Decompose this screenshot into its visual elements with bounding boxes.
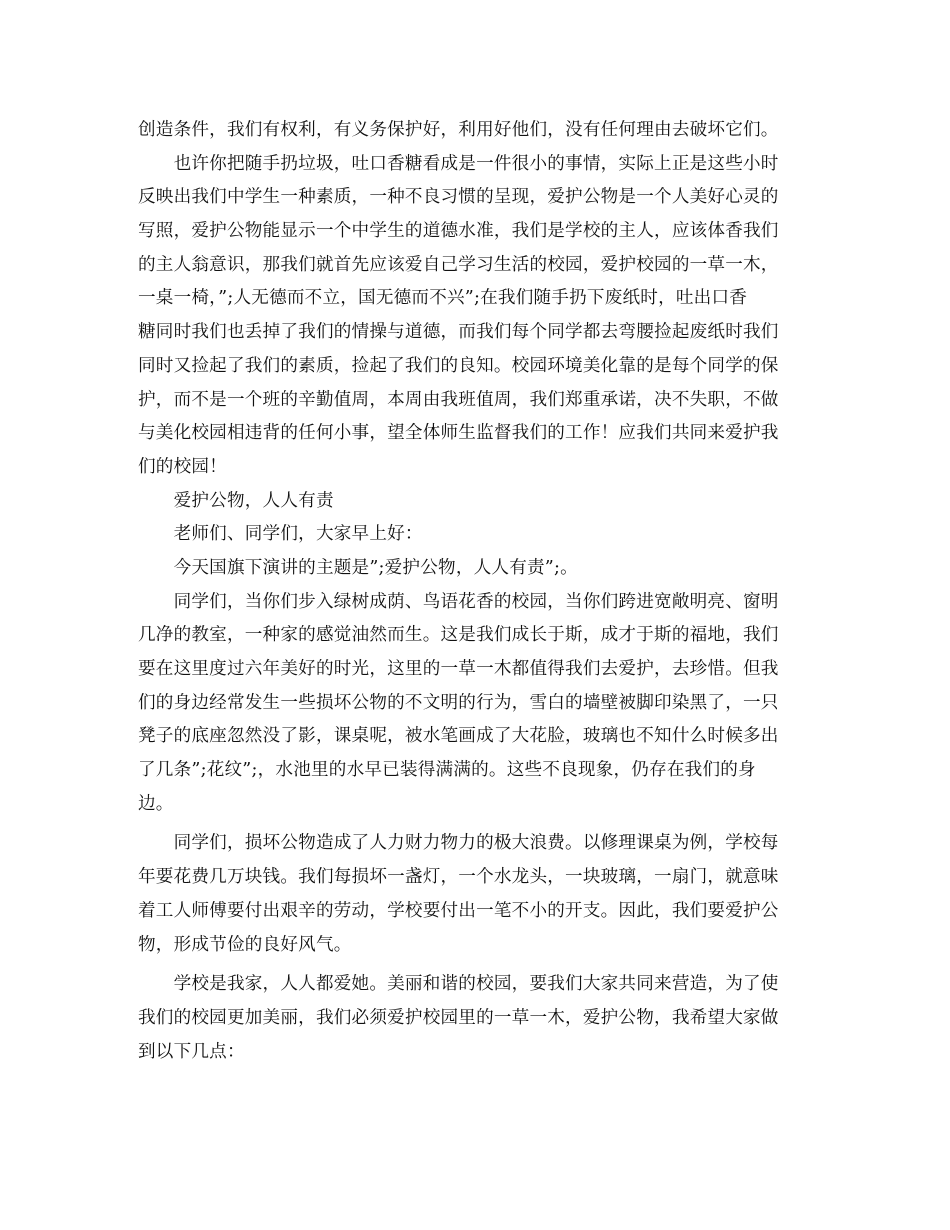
text-line: 物，形成节俭的良好风气。 <box>138 934 352 955</box>
text-line: 到以下几点： <box>138 1041 245 1062</box>
text-line: 也许你把随手扔垃圾，吐口香糖看成是一件很小的事情，实际上正是这些小时 <box>138 153 779 174</box>
text-line: 年要花费几万块钱。我们每损坏一盏灯，一个水龙头，一块玻璃，一扇门，就意味 <box>138 867 779 888</box>
document-body <box>138 114 814 1069</box>
salutation: 老师们、同学们，大家早上好： <box>138 524 423 545</box>
text-line: 同学们，当你们步入绿树成荫、鸟语花香的校园，当你们跨进宽敞明亮、窗明 <box>138 591 779 612</box>
text-line: 糖同时我们也丢掉了我们的情操与道德，而我们每个同学都去弯腰捡起废纸时我们 <box>138 322 779 343</box>
text-line: 我们的校园更加美丽，我们必须爱护校园里的一草一木，爱护公物，我希望大家做 <box>138 1007 779 1028</box>
text-line: 同学们，损坏公物造成了人力财力物力的极大浪费。以修理课桌为例，学校每 <box>138 833 779 854</box>
text-line: 着工人师傅要付出艰辛的劳动，学校要付出一笔不小的开支。因此，我们要爱护公 <box>138 900 779 921</box>
text-line: 同时又捡起了我们的素质，捡起了我们的良知。校园环境美化靠的是每个同学的保 <box>138 355 779 376</box>
text-line: 写照，爱护公物能显示一个中学生的道德水准，我们是学校的主人，应该体香我们 <box>138 221 779 242</box>
text-line: 与美化校园相违背的任何小事，望全体师生监督我们的工作！应我们共同来爱护我 <box>138 423 779 444</box>
text-line: 护，而不是一个班的辛勤值周，本周由我班值周，我们郑重承诺，决不失职，不做 <box>138 389 779 410</box>
text-line: 创造条件，我们有权利，有义务保护好，利用好他们，没有任何理由去破坏它们。 <box>138 120 779 140</box>
text-line: 学校是我家，人人都爱她。美丽和谐的校园，要我们大家共同来营造，为了使 <box>138 974 779 995</box>
text-line: 反映出我们中学生一种素质，一种不良习惯的呈现，爱护公物是一个人美好心灵的 <box>138 187 779 208</box>
text-line: 凳子的底座忽然没了影，课桌呢，被水笔画成了大花脸，玻璃也不知什么时候多出 <box>138 726 779 747</box>
text-line: 今天国旗下演讲的主题是”;爱护公物，人人有责”;。 <box>138 557 578 578</box>
section-heading: 爱护公物，人人有责 <box>138 490 334 511</box>
text-line: 了几条”;花纹”;，水池里的水早已装得满满的。这些不良现象，仍存在我们的身 <box>138 760 756 781</box>
text-line: 要在这里度过六年美好的时光，这里的一草一木都值得我们去爱护，去珍惜。但我 <box>138 659 779 679</box>
text-line: 们的身边经常发生一些损坏公物的不文明的行为，雪白的墙壁被脚印染黑了，一只 <box>138 692 779 713</box>
text-line: 几净的教室，一种家的感觉油然而生。这是我们成长于斯，成才于斯的福地，我们 <box>138 625 779 646</box>
text-line: 一桌一椅，”;人无德而不立，国无德而不兴”;在我们随手扔下废纸时，吐出口香 <box>138 288 748 309</box>
text-line: 们的校园！ <box>138 456 227 477</box>
text-line: 的主人翁意识，那我们就首先应该爱自己学习生活的校园，爱护校园的一草一木， <box>138 254 779 275</box>
text-line: 边。 <box>138 793 174 814</box>
